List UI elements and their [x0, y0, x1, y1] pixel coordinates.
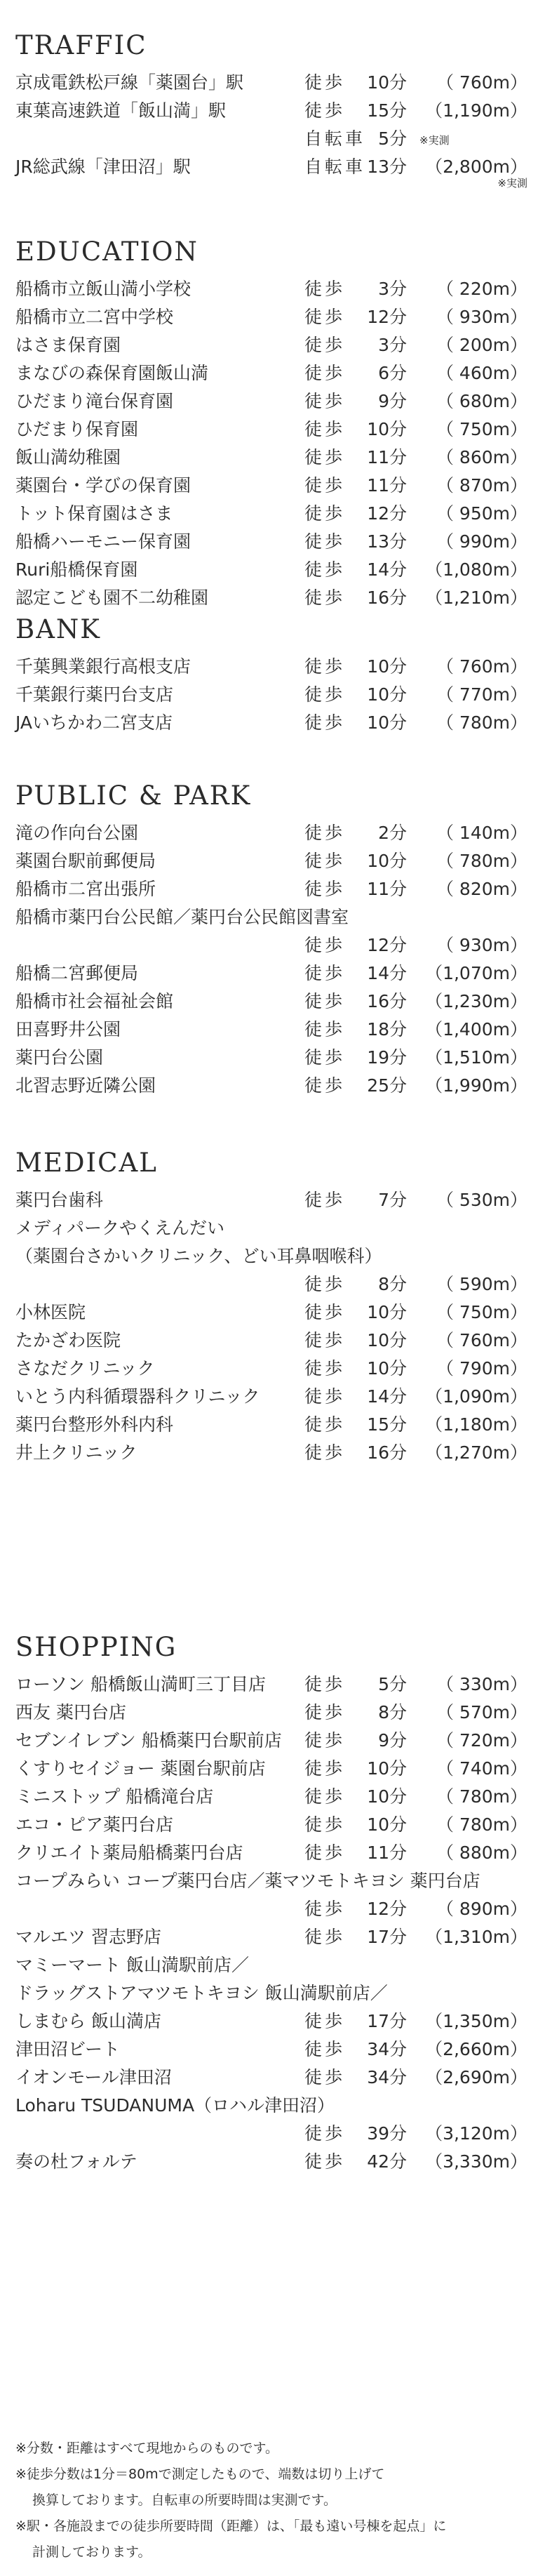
travel-mode: 徒歩 [304, 1386, 346, 1407]
section-traffic [15, 27, 527, 190]
facility-name: マルエツ 習志野店 [15, 1927, 161, 1947]
list-item [15, 500, 527, 528]
footnotes [15, 2436, 527, 2565]
facility-name: JAいちかわ二宮支店 [15, 712, 173, 733]
distance: （1,180m） [425, 1414, 527, 1435]
travel-time: 17分 [367, 2011, 407, 2031]
list-item [15, 903, 527, 931]
list-item [15, 1355, 527, 1383]
list-item [15, 472, 527, 500]
travel-time: 10分 [367, 1814, 407, 1835]
travel-mode: 徒歩 [304, 2151, 346, 2172]
facility-name: 薬円台整形外科内科 [15, 1414, 174, 1435]
distance: （1,350m） [425, 2011, 527, 2031]
footnote-line: 計測しております。 [32, 2544, 152, 2560]
facility-name: 船橋市二宮出張所 [15, 879, 156, 899]
travel-time: 18分 [367, 1019, 407, 1040]
facility-name: くすりセイジョー 薬園台駅前店 [15, 1758, 266, 1779]
travel-time: 10分 [367, 1758, 407, 1779]
travel-time: 10分 [367, 419, 407, 439]
travel-time: 34分 [367, 2039, 407, 2059]
travel-time: 19分 [367, 1047, 407, 1068]
list-item [15, 1867, 527, 1895]
list-item [15, 1242, 527, 1270]
list-item [15, 275, 527, 303]
section-heading: EDUCATION [15, 237, 199, 267]
list-item [15, 1383, 527, 1411]
distance: （1,510m） [425, 1047, 527, 1068]
list-item [15, 960, 527, 988]
travel-mode: 徒歩 [304, 531, 346, 552]
facility-name: 認定こども園不二幼稚園 [15, 587, 209, 608]
travel-mode: 徒歩 [304, 1274, 346, 1294]
footnote-line: 換算しております。自転車の所要時間は実測です。 [32, 2492, 337, 2508]
distance: （1,990m） [425, 1075, 527, 1096]
distance: （1,270m） [425, 1442, 527, 1463]
distance: （ 570m） [436, 1702, 527, 1722]
distance: （ 720m） [436, 1730, 527, 1751]
distance: （ 990m） [436, 531, 527, 552]
travel-time: 10分 [367, 1786, 407, 1807]
travel-mode: 徒歩 [304, 1047, 346, 1068]
list-item [15, 584, 527, 612]
facility-name: 小林医院 [15, 1302, 86, 1322]
facility-name: 船橋二宮郵便局 [15, 963, 139, 983]
distance: （ 780m） [436, 1786, 527, 1807]
section-shopping [15, 1628, 527, 2176]
distance: （1,230m） [425, 991, 527, 1011]
travel-mode: 徒歩 [304, 2123, 346, 2144]
list-item [15, 528, 527, 556]
list-item [15, 931, 527, 960]
facility-list [15, 819, 527, 1100]
distance: （ 330m） [436, 1674, 527, 1694]
distance: （ 950m） [436, 503, 527, 524]
distance: （3,330m） [425, 2151, 527, 2172]
facility-list [15, 1186, 527, 1467]
distance: （2,800m） [425, 157, 527, 177]
facility-name: 薬園台・学びの保育園 [15, 475, 191, 496]
travel-mode: 徒歩 [304, 2011, 346, 2031]
list-item [15, 2007, 527, 2036]
section-heading: PUBLIC & PARK [15, 781, 252, 811]
travel-mode: 徒歩 [304, 963, 346, 983]
list-item [15, 2120, 527, 2148]
distance: （1,210m） [425, 587, 527, 608]
distance: （ 750m） [436, 419, 527, 439]
travel-mode: 徒歩 [304, 447, 346, 467]
travel-time: 3分 [378, 335, 407, 355]
travel-time: 11分 [367, 879, 407, 899]
travel-mode: 徒歩 [304, 363, 346, 383]
facility-list [15, 1671, 527, 2176]
travel-time: 10分 [367, 851, 407, 871]
travel-mode: 自転車 [304, 157, 366, 177]
list-item [15, 1327, 527, 1355]
facility-name: セブンイレブン 船橋薬円台駅前店 [15, 1730, 282, 1751]
travel-mode: 徒歩 [304, 559, 346, 580]
travel-time: 9分 [378, 1730, 407, 1751]
list-item [15, 819, 527, 847]
facility-name: いとう内科循環器科クリニック [15, 1386, 260, 1407]
travel-time: 12分 [367, 503, 407, 524]
travel-mode: 徒歩 [304, 335, 346, 355]
travel-time: 8分 [378, 1702, 407, 1722]
travel-mode: 徒歩 [304, 391, 346, 411]
facility-name: はさま保育園 [15, 335, 121, 355]
list-item [15, 444, 527, 472]
measured-note: ※実測 [419, 134, 450, 147]
distance: （ 780m） [436, 712, 527, 733]
travel-mode: 徒歩 [304, 503, 346, 524]
distance: （1,190m） [425, 100, 527, 121]
list-item [15, 153, 527, 190]
travel-mode: 徒歩 [304, 1814, 346, 1835]
facility-list [15, 275, 527, 612]
travel-time: 5分 [378, 1674, 407, 1694]
facility-name: 飯山満幼稚園 [15, 447, 121, 467]
list-item [15, 69, 527, 97]
facility-name: しまむら 飯山満店 [15, 2011, 161, 2031]
travel-time: 2分 [378, 823, 407, 843]
facility-name: たかざわ医院 [15, 1330, 121, 1350]
facility-name: 船橋市立飯山満小学校 [15, 279, 191, 299]
travel-time: 16分 [367, 587, 407, 608]
distance: （ 770m） [436, 684, 527, 705]
travel-mode: 徒歩 [304, 1899, 346, 1919]
list-item [15, 988, 527, 1016]
travel-time: 15分 [367, 100, 407, 121]
list-item [15, 125, 527, 153]
travel-time: 10分 [367, 1330, 407, 1350]
section-heading: SHOPPING [15, 1632, 177, 1662]
list-item [15, 709, 527, 737]
travel-mode: 徒歩 [304, 1075, 346, 1096]
facility-name: まなびの森保育園飯山満 [15, 363, 209, 383]
travel-time: 15分 [367, 1414, 407, 1435]
facility-name: ドラッグストアマツモトキヨシ 飯山満駅前店／ [15, 1983, 388, 2003]
travel-mode: 徒歩 [304, 823, 346, 843]
facility-name: クリエイト薬局船橋薬円台店 [15, 1843, 243, 1863]
facility-name: （薬園台さかいクリニック、どい耳鼻咽喉科） [15, 1246, 382, 1266]
distance: （ 870m） [436, 475, 527, 496]
distance: （ 680m） [436, 391, 527, 411]
list-item [15, 1727, 527, 1755]
travel-mode: 徒歩 [304, 1674, 346, 1694]
list-item [15, 331, 527, 359]
travel-mode: 徒歩 [304, 991, 346, 1011]
facility-name: メディパークやくえんだい [15, 1218, 225, 1238]
list-item [15, 2064, 527, 2092]
travel-mode: 徒歩 [304, 72, 346, 93]
list-item [15, 303, 527, 331]
travel-time: 10分 [367, 684, 407, 705]
travel-time: 5分 [378, 128, 407, 149]
travel-time: 12分 [367, 307, 407, 327]
travel-time: 16分 [367, 991, 407, 1011]
travel-time: 10分 [367, 1358, 407, 1379]
travel-time: 10分 [367, 712, 407, 733]
travel-time: 25分 [367, 1075, 407, 1096]
travel-mode: 徒歩 [304, 1758, 346, 1779]
list-item [15, 2148, 527, 2176]
list-item [15, 1411, 527, 1439]
distance: （ 200m） [436, 335, 527, 355]
facility-name: 津田沼ビート [15, 2039, 121, 2059]
footnote-line: ※分数・距離はすべて現地からのものです。 [15, 2441, 279, 2456]
facility-name: 奏の杜フォルテ [15, 2151, 137, 2172]
travel-mode: 徒歩 [304, 1414, 346, 1435]
distance: （ 740m） [436, 1758, 527, 1779]
facility-list [15, 653, 527, 737]
travel-mode: 徒歩 [304, 1190, 346, 1210]
travel-mode: 徒歩 [304, 851, 346, 871]
facility-name: ひだまり滝台保育園 [15, 391, 174, 411]
section-medical [15, 1144, 527, 1467]
facility-name: 東葉高速鉄道「飯山満」駅 [15, 100, 227, 121]
travel-time: 13分 [367, 531, 407, 552]
facility-name: マミーマート 飯山満駅前店／ [15, 1955, 249, 1975]
list-item [15, 359, 527, 387]
travel-mode: 徒歩 [304, 935, 346, 955]
distance: （ 460m） [436, 363, 527, 383]
list-item [15, 1979, 527, 2007]
list-item [15, 97, 527, 125]
distance: （3,120m） [425, 2123, 527, 2144]
travel-mode: 徒歩 [304, 656, 346, 677]
list-item [15, 653, 527, 681]
travel-mode: 徒歩 [304, 684, 346, 705]
travel-time: 11分 [367, 475, 407, 496]
facility-name: 薬円台公園 [15, 1047, 104, 1068]
travel-mode: 徒歩 [304, 1730, 346, 1751]
distance: （ 890m） [436, 1899, 527, 1919]
distance: （ 880m） [436, 1843, 527, 1863]
section-bank [15, 611, 527, 737]
travel-time: 3分 [378, 279, 407, 299]
list-item [15, 1783, 527, 1811]
facility-name: Loharu TSUDANUMA（ロハル津田沼） [15, 2095, 335, 2116]
facility-name: ローソン 船橋飯山満町三丁目店 [15, 1674, 266, 1694]
travel-mode: 徒歩 [304, 1927, 346, 1947]
section-heading: TRAFFIC [15, 30, 147, 60]
travel-mode: 徒歩 [304, 100, 346, 121]
travel-time: 10分 [367, 72, 407, 93]
travel-mode: 徒歩 [304, 1786, 346, 1807]
travel-mode: 徒歩 [304, 419, 346, 439]
travel-mode: 徒歩 [304, 1330, 346, 1350]
facility-name: 千葉興業銀行高根支店 [15, 656, 191, 677]
travel-time: 13分 [367, 157, 407, 177]
facility-list [15, 69, 527, 190]
travel-time: 10分 [367, 656, 407, 677]
facility-name: トット保育園はさま [15, 503, 173, 524]
distance: （ 780m） [436, 851, 527, 871]
travel-mode: 徒歩 [304, 1442, 346, 1463]
facility-name: 田喜野井公園 [15, 1019, 121, 1040]
distance: （ 750m） [436, 1302, 527, 1322]
travel-mode: 徒歩 [304, 307, 346, 327]
list-item [15, 2092, 527, 2120]
travel-mode: 徒歩 [304, 1702, 346, 1722]
facility-name: 井上クリニック [15, 1442, 137, 1463]
section-public-park [15, 777, 527, 1100]
list-item [15, 1016, 527, 1044]
facility-name: JR総武線「津田沼」駅 [15, 157, 191, 177]
footnote-line: ※駅・各施設までの徒歩所要時間（距離）は、「最も遠い号棟を起点」に [15, 2518, 447, 2534]
travel-time: 42分 [367, 2151, 407, 2172]
list-item [15, 2036, 527, 2064]
travel-time: 9分 [378, 391, 407, 411]
travel-time: 8分 [378, 1274, 407, 1294]
travel-time: 14分 [367, 559, 407, 580]
facility-name: 船橋ハーモニー保育園 [15, 531, 191, 552]
travel-time: 12分 [367, 935, 407, 955]
list-item [15, 1214, 527, 1242]
facility-name: Ruri船橋保育園 [15, 559, 138, 580]
list-item [15, 1951, 527, 1979]
section-education [15, 233, 527, 612]
list-item [15, 1439, 527, 1467]
facility-name: 京成電鉄松戸線「薬園台」駅 [15, 72, 244, 93]
travel-time: 14分 [367, 1386, 407, 1407]
list-item [15, 875, 527, 903]
travel-mode: 徒歩 [304, 879, 346, 899]
travel-time: 17分 [367, 1927, 407, 1947]
distance: （2,660m） [425, 2039, 527, 2059]
distance: （ 590m） [436, 1274, 527, 1294]
list-item [15, 1072, 527, 1100]
travel-mode: 徒歩 [304, 279, 346, 299]
travel-mode: 徒歩 [304, 1843, 346, 1863]
list-item [15, 1186, 527, 1214]
facility-name: 船橋市立二宮中学校 [15, 307, 174, 327]
facility-name: 薬円台歯科 [15, 1190, 104, 1210]
distance: （ 220m） [436, 279, 527, 299]
distance: （ 930m） [436, 935, 527, 955]
distance: （2,690m） [425, 2067, 527, 2087]
travel-mode: 徒歩 [304, 1019, 346, 1040]
travel-mode: 自転車 [304, 128, 366, 149]
list-item [15, 416, 527, 444]
distance: （ 820m） [436, 879, 527, 899]
distance: （ 780m） [436, 1814, 527, 1835]
facility-name: 西友 薬円台店 [15, 1702, 126, 1722]
facility-name: 船橋市社会福祉会館 [15, 991, 174, 1011]
distance: （1,310m） [425, 1927, 527, 1947]
list-item [15, 1270, 527, 1299]
travel-mode: 徒歩 [304, 2067, 346, 2087]
facility-name: 船橋市薬円台公民館／薬円台公民館図書室 [15, 907, 349, 927]
list-item [15, 1755, 527, 1783]
travel-mode: 徒歩 [304, 1302, 346, 1322]
distance: （ 860m） [436, 447, 527, 467]
travel-mode: 徒歩 [304, 712, 346, 733]
list-item [15, 681, 527, 709]
distance: （ 140m） [436, 823, 527, 843]
distance: （1,080m） [425, 559, 527, 580]
list-item [15, 556, 527, 584]
list-item [15, 1671, 527, 1699]
list-item [15, 1895, 527, 1923]
distance: （1,400m） [425, 1019, 527, 1040]
facility-name: ミニストップ 船橋滝台店 [15, 1786, 214, 1807]
facility-name: エコ・ピア薬円台店 [15, 1814, 174, 1835]
travel-mode: 徒歩 [304, 2039, 346, 2059]
travel-time: 6分 [378, 363, 407, 383]
list-item [15, 1699, 527, 1727]
distance: （ 760m） [436, 72, 527, 93]
travel-mode: 徒歩 [304, 587, 346, 608]
list-item [15, 1923, 527, 1951]
facility-name: ひだまり保育園 [15, 419, 139, 439]
travel-time: 11分 [367, 447, 407, 467]
travel-time: 39分 [367, 2123, 407, 2144]
distance: （ 930m） [436, 307, 527, 327]
facility-name: コープみらい コープ薬円台店／薬マツモトキヨシ 薬円台店 [15, 1871, 480, 1891]
list-item [15, 1299, 527, 1327]
distance: （1,090m） [425, 1386, 527, 1407]
section-heading: BANK [15, 614, 101, 644]
facility-name: イオンモール津田沼 [15, 2067, 172, 2087]
distance: （1,070m） [425, 963, 527, 983]
measured-note: ※実測 [497, 177, 527, 190]
distance: （ 530m） [436, 1190, 527, 1210]
footnote-line: ※徒歩分数は1分＝80mで測定したもので、端数は切り上げて [15, 2467, 385, 2482]
distance: （ 790m） [436, 1358, 527, 1379]
list-item [15, 1811, 527, 1839]
travel-time: 10分 [367, 1302, 407, 1322]
list-item [15, 847, 527, 875]
travel-time: 16分 [367, 1442, 407, 1463]
facility-name: 薬園台駅前郵便局 [15, 851, 156, 871]
facility-name: 滝の作向台公園 [15, 823, 139, 843]
travel-time: 12分 [367, 1899, 407, 1919]
travel-time: 11分 [367, 1843, 407, 1863]
travel-time: 14分 [367, 963, 407, 983]
distance: （ 760m） [436, 1330, 527, 1350]
travel-time: 7分 [378, 1190, 407, 1210]
facility-name: 北習志野近隣公園 [15, 1075, 156, 1096]
list-item [15, 1839, 527, 1867]
list-item [15, 1044, 527, 1072]
distance: （ 760m） [436, 656, 527, 677]
travel-time: 34分 [367, 2067, 407, 2087]
facility-name: 千葉銀行薬円台支店 [15, 684, 174, 705]
facility-name: さなだクリニック [15, 1358, 155, 1379]
travel-mode: 徒歩 [304, 475, 346, 496]
section-heading: MEDICAL [15, 1148, 158, 1178]
list-item [15, 387, 527, 416]
travel-mode: 徒歩 [304, 1358, 346, 1379]
